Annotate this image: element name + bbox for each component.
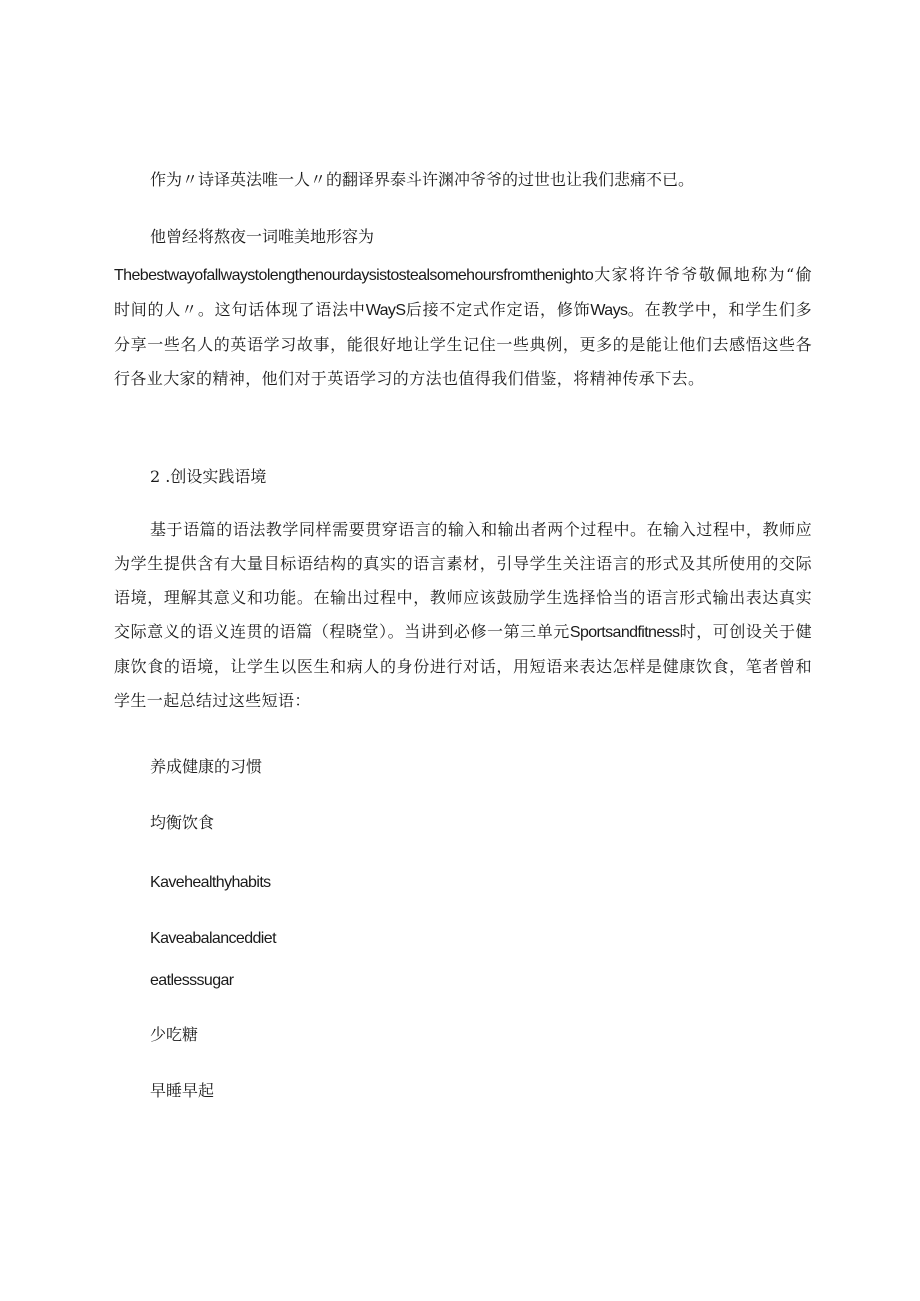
phrase-text: 早睡早起 <box>150 1081 215 1100</box>
phrase-item <box>150 873 271 893</box>
phrase-text: Kavehealthyhabits <box>150 874 271 891</box>
grammar-term: Ways <box>590 302 628 319</box>
phrase-item <box>150 1025 198 1045</box>
paragraph-text: 时，可创设关于健康饮食的语境，让学生以医生和病人的身份进行对话，用短语来表达怎样是健康饮食，笔者曾和学生一起总结过这些短语： <box>114 622 813 710</box>
english-quote: Thebestwayofallwaystolengthenourdaysistostealsomehoursfromthenighto <box>114 267 594 284</box>
paragraph-stay-up-intro <box>150 227 374 247</box>
phrase-item <box>150 813 214 833</box>
phrase-text: 均衡饮食 <box>150 813 215 832</box>
phrase-text: 少吃糖 <box>150 1025 199 1044</box>
paragraph-text: 。在教学中，和学生们多分享一些名人的英语学习故事，能很好地让学生记住一些典例，更多的是能让他们去感悟这些各行各业大家的精神，他们对于英语学习的方法也值得我们借鉴，将精神传承下去。 <box>114 300 812 388</box>
paragraph-practice-context <box>114 513 812 718</box>
phrase-text: eatlesssugar <box>150 972 234 989</box>
paragraph-text: 后接不定式作定语，修饰 <box>405 300 591 319</box>
unit-title: Sportsandfitness <box>569 624 680 641</box>
heading-text: 2 .创设实践语境 <box>150 467 267 486</box>
phrase-text: 养成健康的习惯 <box>150 757 263 776</box>
phrase-item <box>150 929 276 949</box>
paragraph-xu-yuanchong <box>150 170 694 190</box>
phrase-item <box>150 1081 214 1101</box>
phrase-item <box>150 757 262 777</box>
phrase-item <box>150 971 234 991</box>
paragraph-text: 基于语篇的语法教学同样需要贯穿语言的输入和输出者两个过程中。在输入过程中，教师应为学生提供含有大量目标语结构的真实的语言素材，引导学生关注语言的形式及其所使用的交际语境，理解其意义和功能。在输出过程中，教师应该鼓励学生选择恰当的语言形式输出表达真实交际意义的语义连贯的语篇（程晓堂）。当讲到必修一第三单元 <box>114 520 812 641</box>
section-heading <box>150 467 266 487</box>
paragraph-text: 他曾经将熬夜一词唯美地形容为 <box>150 227 375 246</box>
paragraph-text: 作为〃诗译英法唯一人〃的翻译界泰斗许渊冲爷爷的过世也让我们悲痛不已。 <box>150 170 695 189</box>
phrase-text: Kaveabalanceddiet <box>150 930 276 947</box>
grammar-term: WayS <box>365 302 406 319</box>
paragraph-text: 大家将许爷爷敬佩地称为“偷时间的人〃。这句话体现了语法中 <box>114 265 812 319</box>
paragraph-steal-time <box>114 258 812 396</box>
